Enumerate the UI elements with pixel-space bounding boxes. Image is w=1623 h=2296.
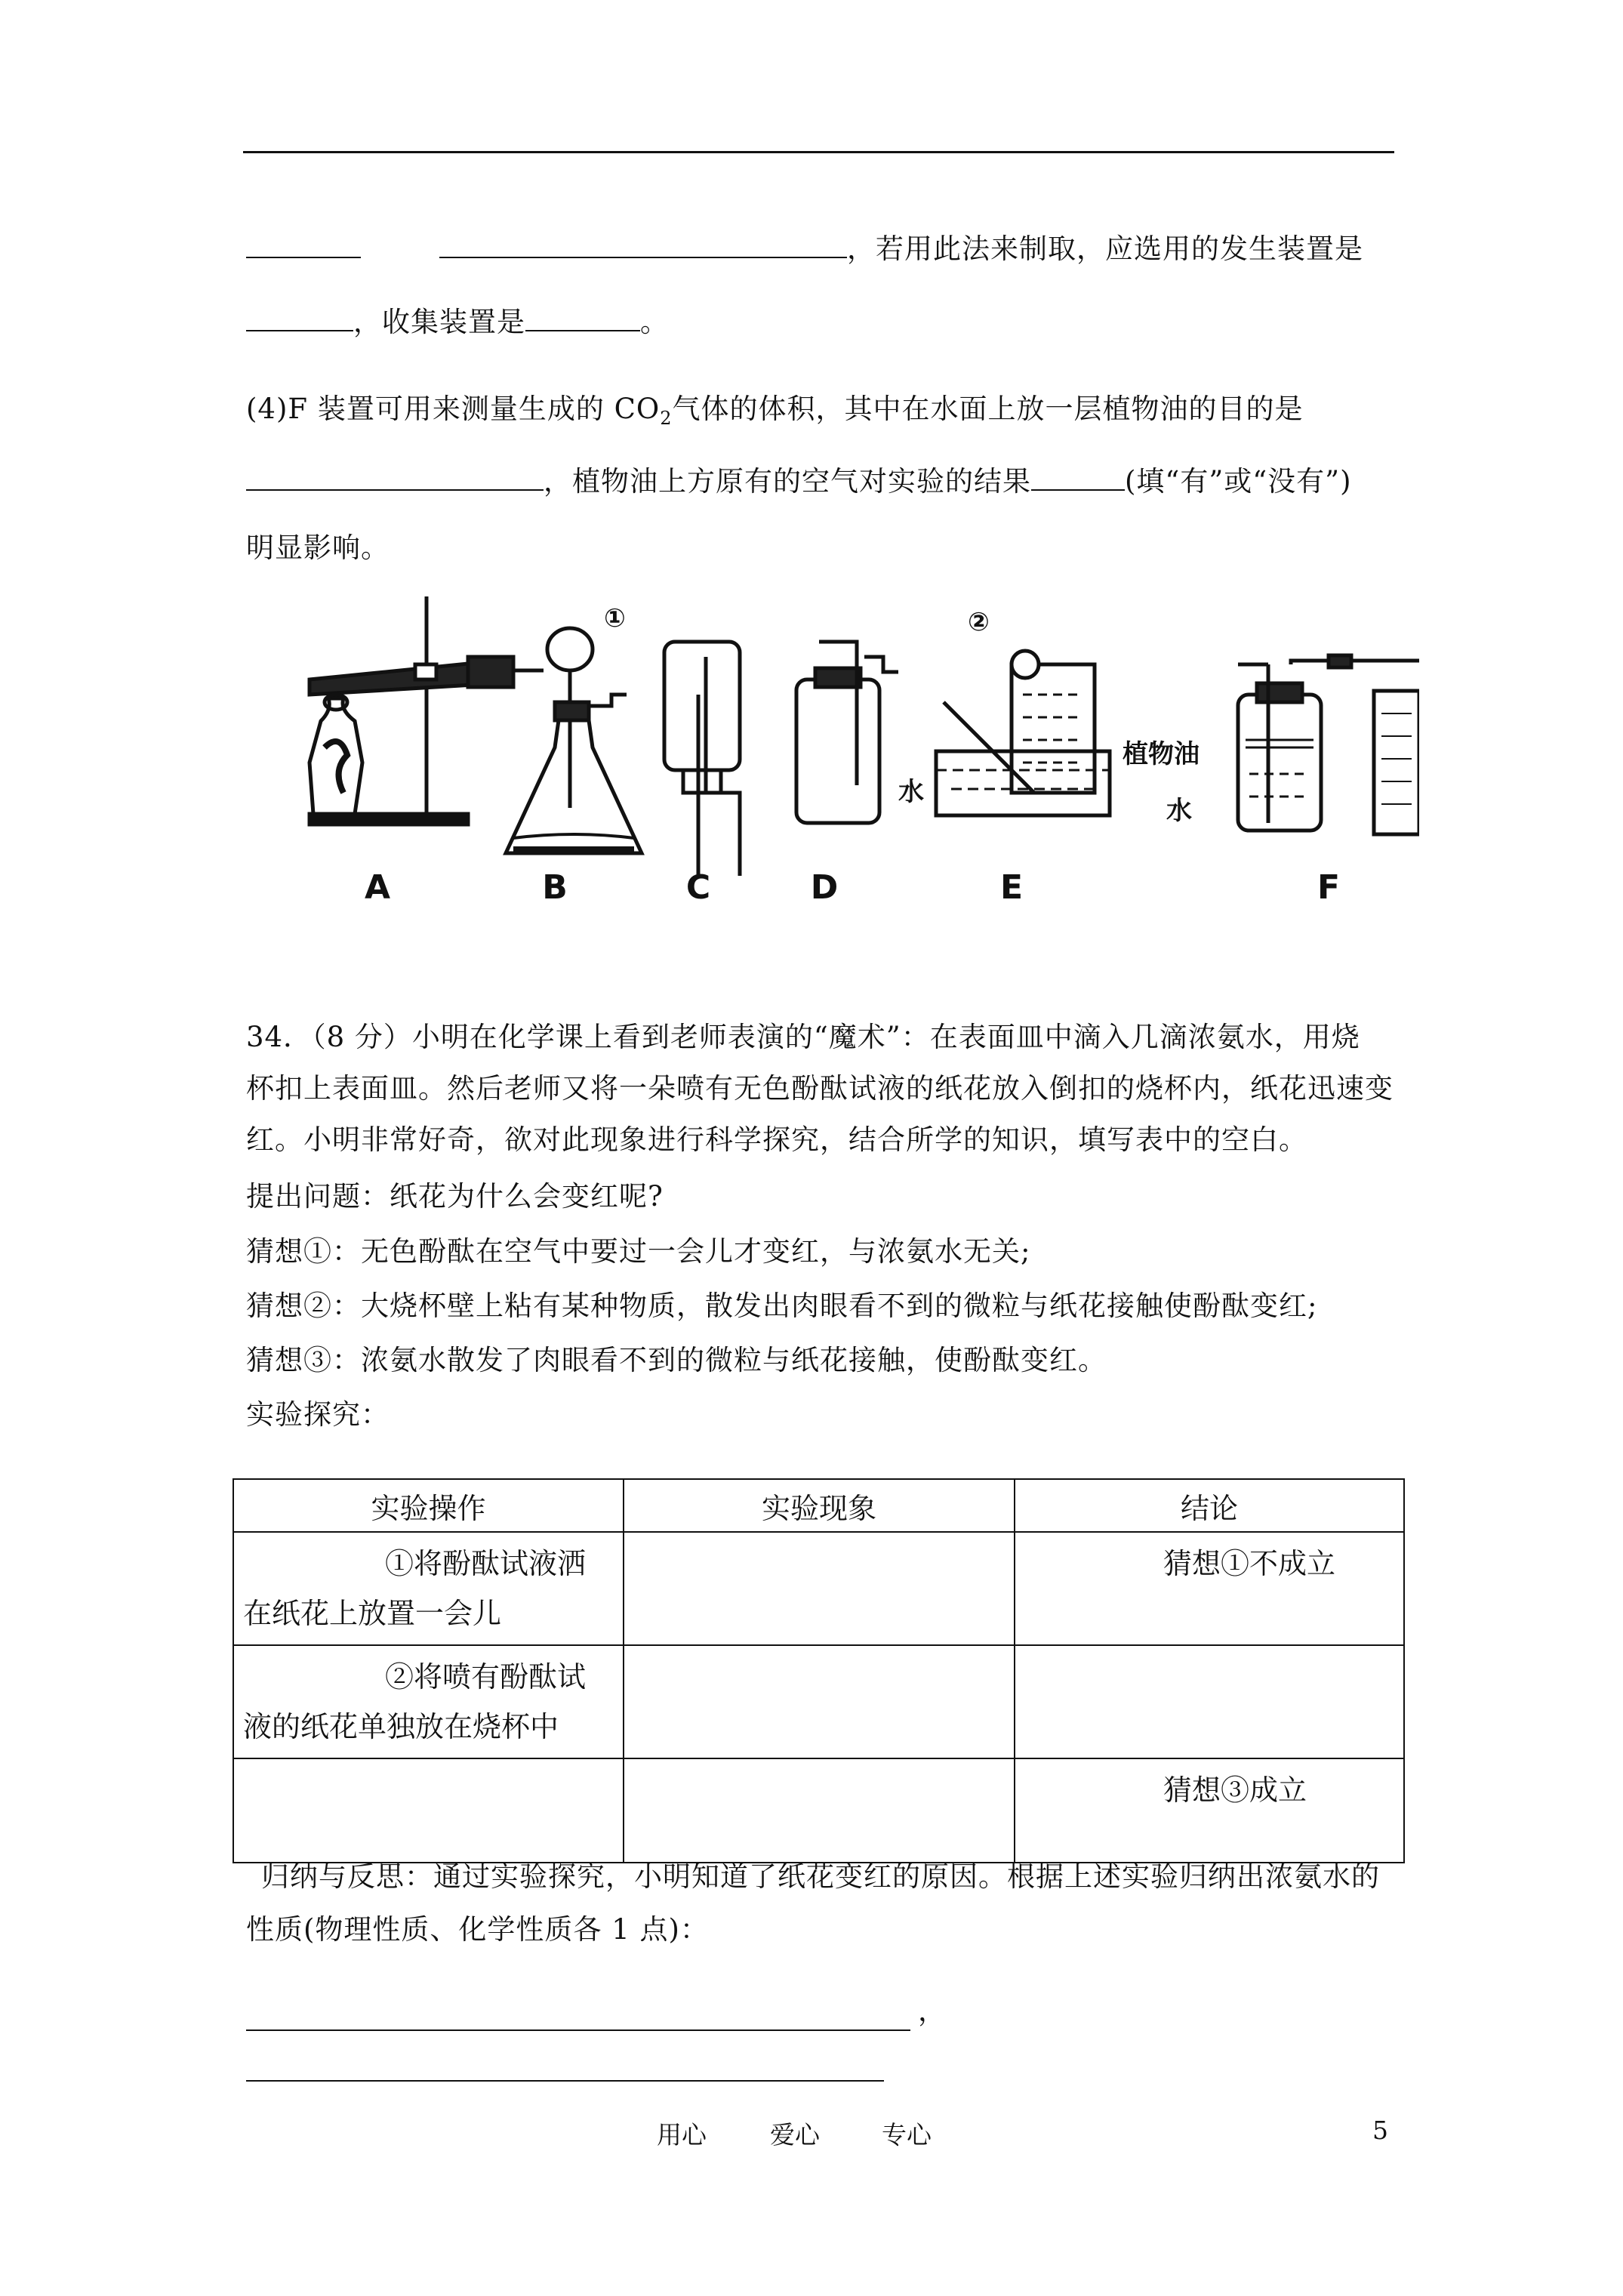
- apparatus-b: [506, 628, 642, 853]
- q34-line3: 红。小明非常好奇，欲对此现象进行科学探究，结合所学的知识，填写表中的空白。: [246, 1123, 1307, 1156]
- q33-line2: ，收集装置是 。: [246, 304, 669, 341]
- q34-line2: 杯扣上表面皿。然后老师又将一朵喷有无色酚酞试液的纸花放入倒扣的烧杯内，纸花迅速变: [246, 1072, 1394, 1105]
- label-e: E: [999, 868, 1024, 907]
- footer-motto: 爱心: [770, 2120, 820, 2150]
- experiment-table: [233, 1478, 1405, 1863]
- result-cell[interactable]: [624, 1645, 1015, 1758]
- label-c: C: [685, 868, 711, 907]
- q33-part4-line1: (4)F 装置可用来测量生成的 $CO_2$气体的体积，其中在水面上放一层植物油的目的是: [246, 393, 1304, 429]
- apparatus-a: [310, 596, 544, 824]
- op-cell: ②将喷有酚酞试 液的纸花单独放在烧杯中: [233, 1645, 624, 1758]
- table-header-row: [233, 1479, 1404, 1532]
- apparatus-e: [936, 651, 1110, 815]
- summary-comma: ，: [918, 1995, 947, 2027]
- result-cell[interactable]: [624, 1532, 1015, 1645]
- q34-guess1: 猜想①：无色酚酞在空气中要过一会儿才变红，与浓氨水无关;: [246, 1235, 1031, 1268]
- answer-blank[interactable]: [525, 304, 640, 331]
- header-rule: [243, 151, 1394, 153]
- result-cell[interactable]: [624, 1758, 1015, 1863]
- q33-part4-line3: 明显影响。: [246, 532, 390, 564]
- table-row: [233, 1532, 1404, 1645]
- table-header: 结论: [1015, 1479, 1404, 1532]
- q34-question: 提出问题：纸花为什么会变红呢?: [246, 1180, 664, 1213]
- table-header: 实验操作: [233, 1479, 624, 1532]
- label-f: F: [1317, 868, 1341, 907]
- footer-motto: 专心: [882, 2120, 932, 2150]
- table-row: [233, 1645, 1404, 1758]
- conclusion-cell: 猜想③成立: [1015, 1758, 1404, 1863]
- conclusion-cell: 猜想①不成立: [1015, 1532, 1404, 1645]
- label-water-f: 水: [1166, 796, 1192, 826]
- label-d: D: [810, 868, 839, 907]
- op-cell: ①将酚酞试液洒 在纸花上放置一会儿: [233, 1532, 624, 1645]
- footer-motto: 用心: [657, 2120, 707, 2150]
- q34-explore: 实验探究：: [246, 1398, 390, 1431]
- table-header: 实验现象: [624, 1479, 1015, 1532]
- summary-line1: 归纳与反思：通过实验探究，小明知道了纸花变红的原因。根据上述实验归纳出浓氨水的: [261, 1860, 1380, 1893]
- label-b: B: [542, 868, 568, 907]
- apparatus-figure: [287, 589, 1419, 914]
- answer-line[interactable]: [246, 2080, 884, 2082]
- label-water-e: 水: [898, 777, 924, 807]
- apparatus-d: [796, 642, 898, 823]
- conclusion-cell[interactable]: [1015, 1645, 1404, 1758]
- apparatus-f: [1238, 655, 1419, 834]
- summary-line2: 性质(物理性质、化学性质各 1 点)：: [246, 1913, 709, 1946]
- answer-blank[interactable]: [246, 231, 361, 258]
- label-oil-f: 植物油: [1123, 739, 1200, 769]
- q33-part4-line2: ，植物油上方原有的空气对实验的结果 (填“有”或“没有”): [246, 464, 1352, 500]
- table-row: [233, 1758, 1404, 1863]
- apparatus-c: [664, 642, 740, 876]
- label-a: A: [364, 868, 391, 907]
- answer-blank[interactable]: [1031, 464, 1125, 491]
- op-cell[interactable]: [233, 1758, 624, 1863]
- answer-blank[interactable]: [246, 464, 544, 491]
- marker-1: ①: [604, 603, 626, 633]
- q34-guess3: 猜想③：浓氨水散发了肉眼看不到的微粒与纸花接触，使酚酞变红。: [246, 1344, 1107, 1376]
- answer-line[interactable]: [246, 2029, 910, 2031]
- page-number: 5: [1372, 2116, 1388, 2145]
- q33-line1: ，若用此法来制取，应选用的发生装置是: [246, 231, 1452, 267]
- q34-guess2: 猜想②：大烧杯壁上粘有某种物质，散发出肉眼看不到的微粒与纸花接触使酚酞变红;: [246, 1290, 1318, 1322]
- q34-line1: 34．（8 分）小明在化学课上看到老师表演的“魔术”：在表面皿中滴入几滴浓氨水，用烧: [246, 1021, 1360, 1053]
- marker-2: ②: [968, 607, 990, 637]
- answer-blank[interactable]: [439, 231, 847, 258]
- answer-blank[interactable]: [246, 304, 353, 331]
